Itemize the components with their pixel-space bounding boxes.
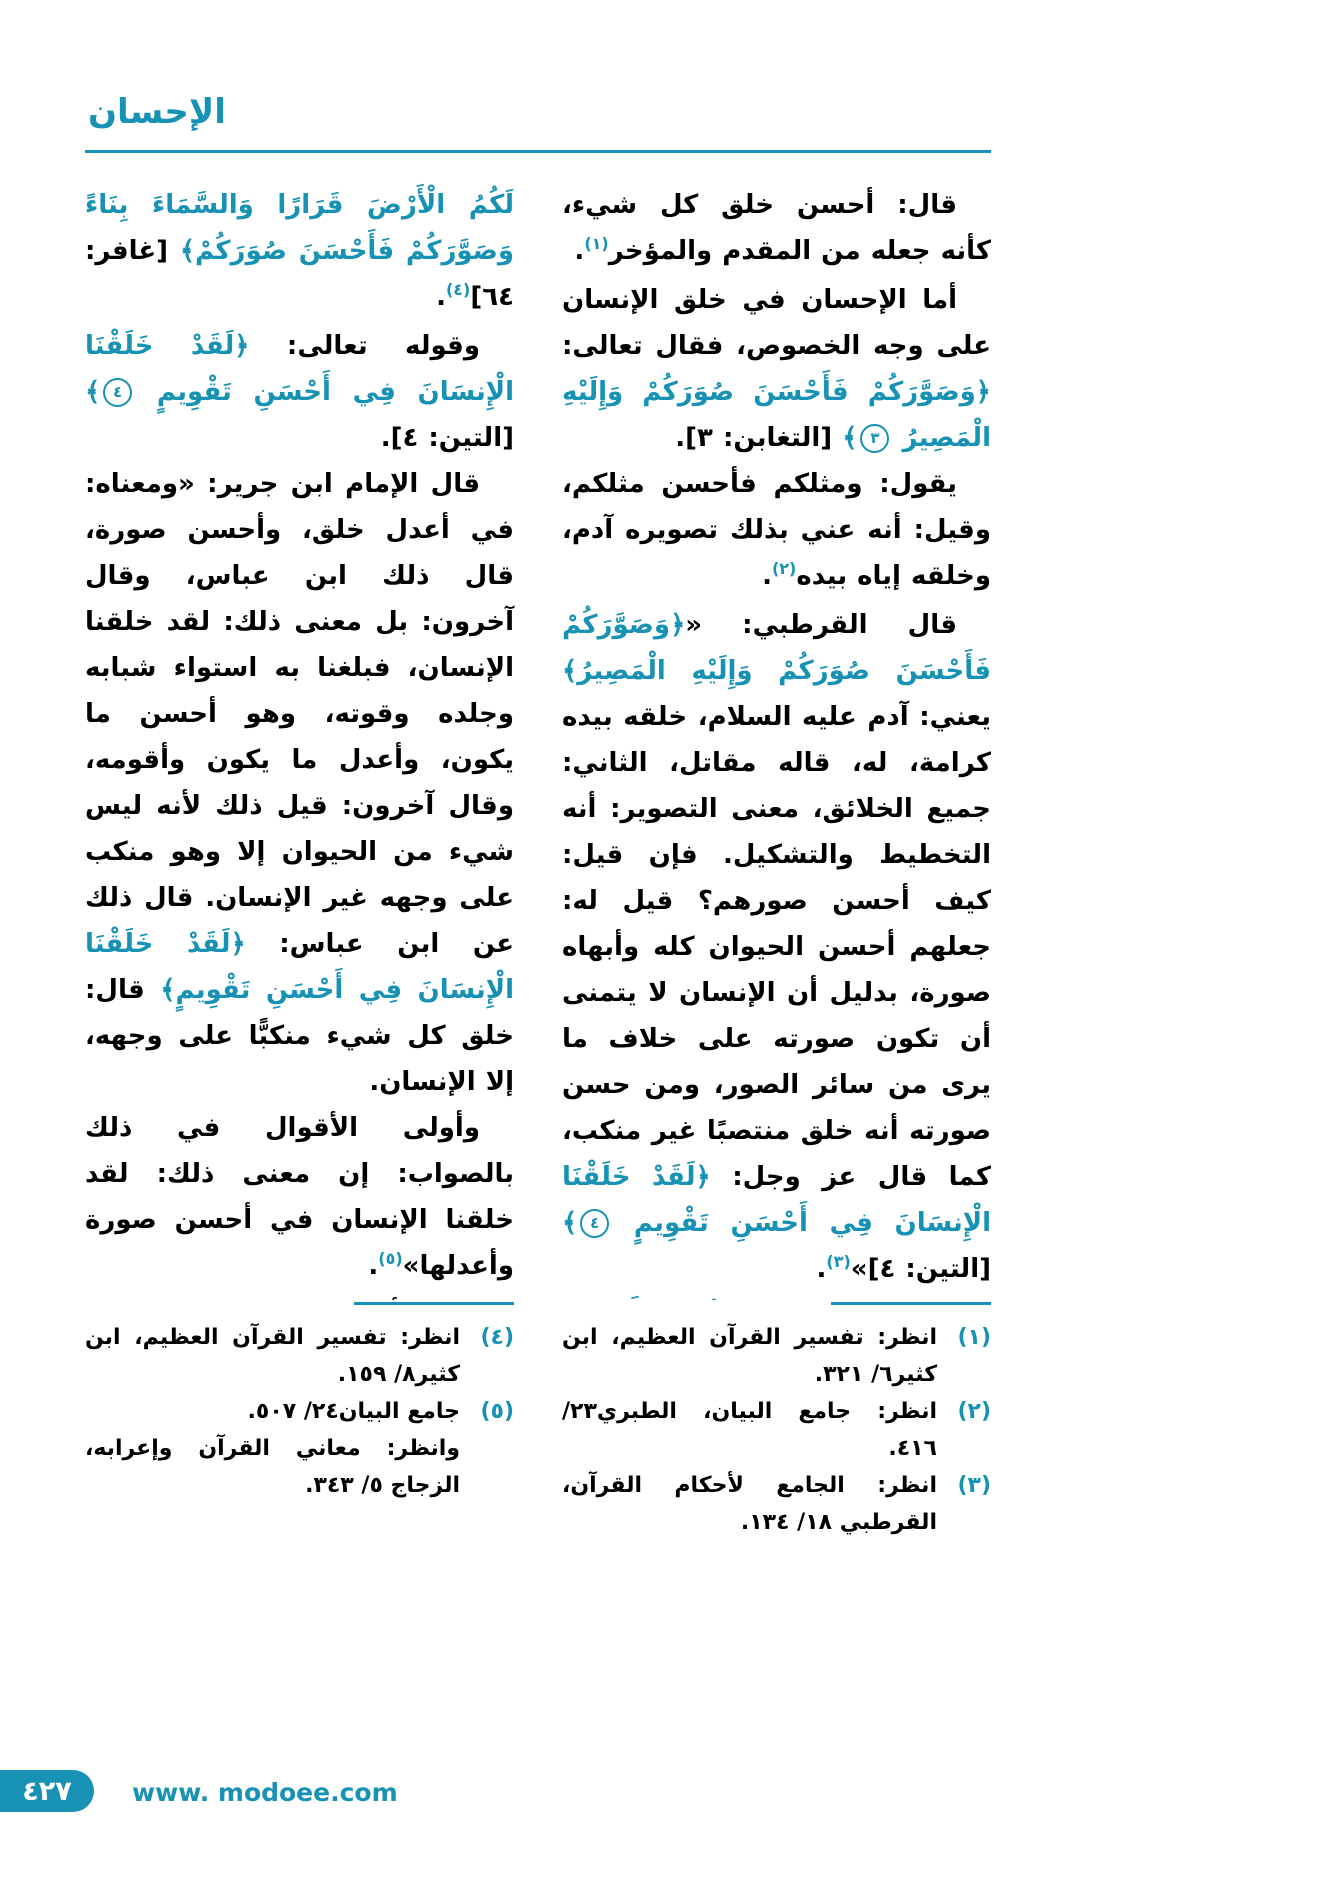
body-text: قال الإمام ابن جرير: «ومعناه: في أعدل خلق، وأحسن صورة، قال ذلك ابن عباس، وقال آخرون: بل معنى ذلك: لقد خلقنا الإنسان، فبلغنا به استواء شبابه وجلده وقوته، وهو أحسن ما يكون، وأعدل ما يكون وأقومه، وقال آخرون: قيل ذلك لأنه ليس شيء من الحيوان إلا وهو منكب على وجهه غير الإنسان. قال ذلك عن ابن عباس: [85, 469, 514, 959]
body-text: . [368, 1251, 379, 1281]
footnote-text: وانظر: معاني القرآن وإعرابه، الزجاج ٥/ ٣٤٣. [85, 1436, 460, 1498]
page-number-bar [0, 1770, 94, 1812]
page-content [85, 182, 991, 1300]
paragraph [562, 1295, 991, 1300]
footnote-number: (٥) [480, 1399, 514, 1424]
footnote-number: (٣) [957, 1473, 991, 1498]
paragraph [85, 1292, 514, 1300]
footnote-marker-superscript: (٥) [378, 1249, 403, 1268]
footnote-marker-superscript: (١) [584, 234, 609, 253]
body-text: [غافر: ٦٤] [85, 236, 514, 312]
footnotes-area [85, 1302, 991, 1541]
footnote-separator [354, 1302, 514, 1305]
body-text: قال: أحسن خلق كل شيء، كأنه جعله من المقدم والمؤخر [562, 190, 991, 266]
body-text: قال القرطبي: « [685, 610, 957, 640]
paragraph [562, 461, 991, 602]
quran-text: ﴿لَقَدْ خَلَقْنَا الْإِنسَانَ فِي أَحْسَنِ تَقْوِيمٍ [562, 1162, 991, 1238]
quran-text: ﴿وَصَوَّرَكُمْ فَأَحْسَنَ صُوَرَكُمْ وَإِلَيْهِ الْمَصِيرُ﴾ [562, 610, 991, 686]
footnote-number: (٤) [480, 1325, 514, 1350]
body-text: وقوله تعالى: [249, 331, 480, 361]
quran-text: لَكُمُ الْأَرْضَ قَرَارًا وَالسَّمَاءَ بِنَاءً وَصَوَّرَكُمْ فَأَحْسَنَ صُوَرَكُمْ﴾ [85, 190, 514, 266]
body-text: قال: خلق كل شيء منكبًّا على وجهه، إلا الإنسان. [85, 975, 514, 1097]
quran-text: ﴾ [85, 377, 101, 407]
body-text: . [816, 1254, 827, 1284]
footnote [562, 1319, 991, 1393]
page-title: الإحسان [88, 92, 226, 132]
footnote-marker-superscript: (٤) [445, 280, 471, 299]
footnote [562, 1467, 991, 1541]
paragraph [85, 182, 514, 323]
footnote-text: جامع البيان٢٤/ ٥٠٧. [247, 1399, 460, 1424]
body-text: . [436, 282, 446, 312]
paragraph [562, 602, 991, 1295]
verse-number-medallion: ٣ [860, 424, 889, 453]
column-left [85, 182, 514, 1300]
footnote [85, 1430, 514, 1504]
paragraph [85, 461, 514, 1105]
footnote-text: انظر: الجامع لأحكام القرآن، القرطبي ١٨/ ١٣٤. [562, 1473, 937, 1535]
footnote-marker-superscript: (٣) [826, 1252, 851, 1271]
body-text: أما الإحسان في خلق الإنسان على وجه الخصوص، فقال تعالى: [562, 285, 991, 361]
verse-number-medallion: ٤ [580, 1209, 609, 1238]
body-text: [التين: ٤]. [380, 423, 514, 453]
header-divider [85, 150, 991, 153]
footnotes-left [85, 1302, 514, 1541]
footnote-text: انظر: تفسير القرآن العظيم، ابن كثير٦/ ٣٢١. [562, 1325, 937, 1387]
footnote-number [468, 1430, 514, 1504]
body-text: يعني: آدم عليه السلام، خلقه بيده كرامة، له، قاله مقاتل، الثاني: جميع الخلائق، معنى التصوير: أنه التخطيط والتشكيل. فإن قيل: كيف أحسن صورهم؟ قيل له: جعلهم أحسن الحيوان كله وأبهاه صورة، بدليل أن الإنسان لا يتمنى أن تكون صورته على خلاف ما يرى من سائر الصور، ومن حسن صورته أنه خلق منتصبًا غير منكب، كما قال عز وجل: [562, 702, 991, 1192]
body-text: [التين: ٤]» [850, 1254, 991, 1284]
body-text: . [574, 236, 585, 266]
footnotes-right [562, 1302, 991, 1541]
footnote-separator [831, 1302, 991, 1305]
body-text: يقول: ومثلكم فأحسن مثلكم، وقيل: أنه عني بذلك تصويره آدم، وخلقه إياه بيده [562, 469, 991, 591]
paragraph [85, 1105, 514, 1292]
website-link[interactable]: www. modoee.com [132, 1778, 398, 1807]
footnote-number: (٢) [957, 1399, 991, 1424]
footnote-text: انظر: تفسير القرآن العظيم، ابن كثير٨/ ١٥٩. [85, 1325, 460, 1387]
body-text: . [762, 561, 772, 591]
quran-text: ﴿لَقَدْ خَلَقْنَا الْإِنسَانَ فِي أَحْسَنِ تَقْوِيمٍ﴾ [85, 929, 514, 1005]
paragraph [562, 277, 991, 461]
quran-text: ﴿لَقَدْ خَلَقْنَا الْإِنسَانَ فِي أَحْسَنِ تَقْوِيمٍ [85, 331, 514, 407]
quran-text: ﴾ [562, 1208, 578, 1238]
verse-number-medallion: ٤ [103, 378, 132, 407]
footnote [562, 1393, 991, 1467]
footnote [85, 1393, 514, 1430]
footnote-number: (١) [957, 1325, 991, 1350]
footnote [85, 1319, 514, 1393]
footnote-text: انظر: جامع البيان، الطبري٢٣/ ٤١٦. [562, 1399, 937, 1461]
body-text: [التغابن: ٣]. [675, 423, 843, 453]
quran-text: ﴿وَصَوَّرَكُمْ فَأَحْسَنَ صُوَرَكُمْ وَإِلَيْهِ الْمَصِيرُ [562, 377, 991, 453]
page-number: ٤٢٧ [22, 1775, 72, 1807]
paragraph [85, 323, 514, 461]
paragraph [562, 182, 991, 277]
footnote-marker-superscript: (٢) [771, 559, 797, 578]
column-right [562, 182, 991, 1300]
quran-text: ﴾ [842, 423, 858, 453]
body-text: وأولى الأقوال في ذلك بالصواب: إن معنى ذلك: لقد خلقنا الإنسان في أحسن صورة وأعدلها» [85, 1113, 514, 1281]
